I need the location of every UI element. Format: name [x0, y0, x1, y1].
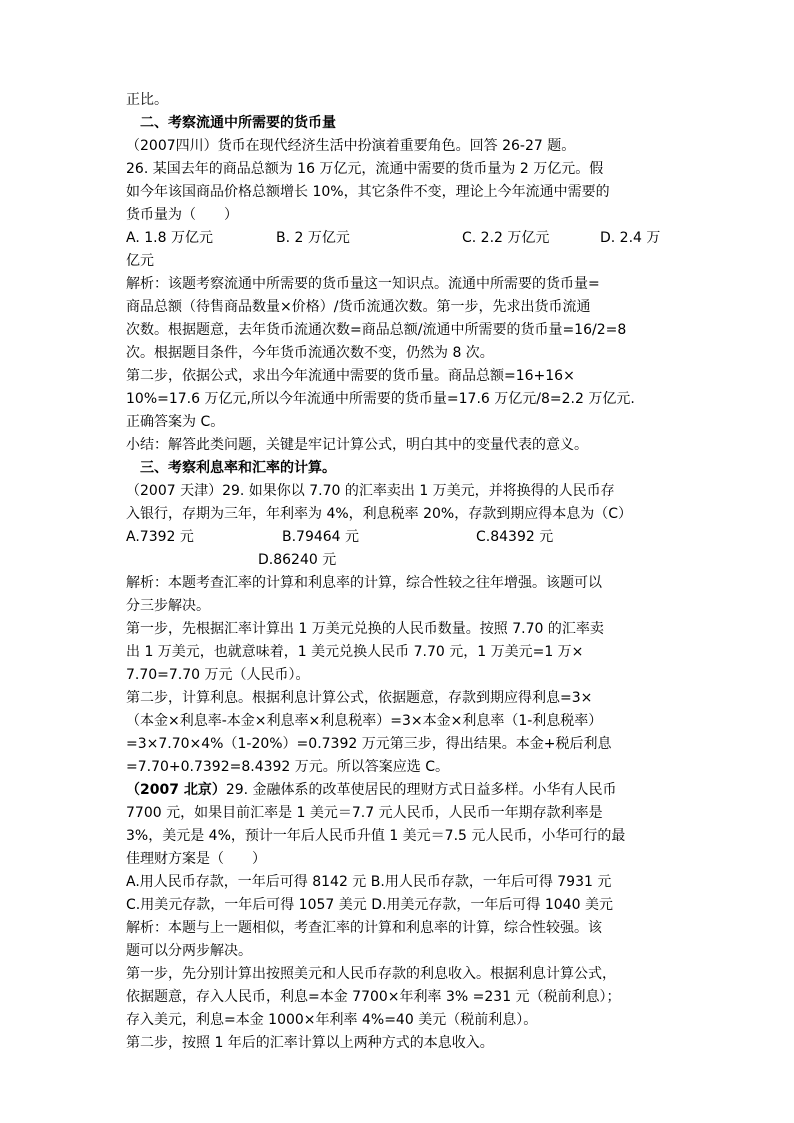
q1-analysis-6: 第二步，计算利息。根据利息计算公式，依据题意，存款到期应得利息=3×	[126, 690, 593, 706]
section2-source-line: （2007四川）货币在现代经济生活中扮演着重要角色。回答 26-27 题。	[126, 138, 576, 154]
q1-analysis-9: =7.70+0.7392=8.4392 万元。所以答案应选 C。	[126, 759, 450, 775]
q26-option-d: D. 2.4 万	[600, 230, 661, 246]
q1-line-1: （2007 天津）29. 如果你以 7.70 的汇率卖出 1 万美元，并将换得的人民币存	[126, 483, 615, 499]
q26-analysis-5: 第二步，依据公式，求出今年流通中需要的货币量。商品总额=16+16×	[126, 368, 575, 384]
q26-line-1: 26. 某国去年的商品总额为 16 万亿元，流通中需要的货币量为 2 万亿元。假	[126, 161, 604, 177]
q1-analysis-3: 第一步，先根据汇率计算出 1 万美元兑换的人民币数量。按照 7.70 的汇率卖	[126, 621, 604, 637]
q2-source: （2007 北京）	[126, 782, 226, 798]
q2-analysis-4: 依据题意，存入人民币，利息=本金 7700×年利率 3% =231 元（税前利息）；	[126, 989, 621, 1005]
q1-option-d-row	[126, 549, 674, 572]
q26-analysis-3: 次数。根据题意，去年货币流通次数=商品总额/流通中所需要的货币量=16/2=8	[126, 322, 627, 338]
q2-option-cd: C.用美元存款，一年后可得 1057 美元 D.用美元存款，一年后可得 1040 美元	[126, 897, 613, 913]
q2-analysis-5: 存入美元，利息=本金 1000×年利率 4%=40 美元（税前利息）。	[126, 1012, 538, 1028]
q26-analysis-4: 次。根据题目条件，今年货币流通次数不变，仍然为 8 次。	[126, 345, 494, 361]
q1-analysis-2: 分三步解决。	[126, 598, 210, 614]
q1-option-b: B.79464 元	[282, 529, 360, 545]
q1-option-c: C.84392 元	[476, 529, 554, 545]
q2-line-2: 7700 元，如果目前汇率是 1 美元＝7.7 元人民币，人民币一年期存款利率是	[126, 805, 603, 821]
q1-analysis-8: =3×7.70×4%（1-20%）=0.7392 万元第三步，得出结果。本金+税后利息	[126, 736, 612, 752]
q26-option-c: C. 2.2 万亿元	[462, 230, 550, 246]
section2-heading: 二、考察流通中所需要的货币量	[140, 115, 336, 131]
q2-line-1	[126, 779, 674, 802]
q1-options	[126, 526, 674, 549]
q26-option-b: B. 2 万亿元	[276, 230, 350, 246]
q1-analysis-5: 7.70=7.70 万元（人民币）。	[126, 667, 310, 683]
q26-analysis-2: 商品总额（待售商品数量×价格）/货币流通次数。第一步，先求出货币流通	[126, 299, 591, 315]
q26-summary: 小结：解答此类问题，关键是牢记计算公式，明白其中的变量代表的意义。	[126, 437, 588, 453]
q26-analysis-7: 正确答案为 C。	[126, 414, 225, 430]
q1-option-a: A.7392 元	[126, 529, 194, 545]
q1-analysis-7: （本金×利息率-本金×利息率×利息税率）=3×本金×利息率（1-利息税率）	[126, 713, 603, 729]
q2-option-ab: A.用人民币存款，一年后可得 8142 元 B.用人民币存款，一年后可得 7931 元	[126, 874, 612, 890]
q26-analysis-6: 10%=17.6 万亿元,所以今年流通中所需要的货币量=17.6 万亿元/8=2.2 万亿元.	[126, 391, 635, 407]
q26-option-a: A. 1.8 万亿元	[126, 230, 213, 246]
q2-analysis-1: 解析：本题与上一题相似，考查汇率的计算和利息率的计算，综合性较强。该	[126, 920, 602, 936]
q1-analysis-1: 解析：本题考查汇率的计算和利息率的计算，综合性较之往年增强。该题可以	[126, 575, 602, 591]
q26-options	[126, 227, 674, 250]
document-page	[126, 89, 674, 1055]
q2-analysis-3: 第一步，先分别计算出按照美元和人民币存款的利息收入。根据利息计算公式，	[126, 966, 616, 982]
q1-analysis-4: 出 1 万美元，也就意味着，1 美元兑换人民币 7.70 元，1 万美元=1 万×	[126, 644, 584, 660]
q2-line-1-rest: 29. 金融体系的改革使居民的理财方式日益多样。小华有人民币	[225, 782, 617, 798]
intro-line: 正比。	[126, 92, 168, 108]
q1-line-2: 入银行，存期为三年，年利率为 4%，利息税率 20%，存款到期应得本息为（C）	[126, 506, 633, 522]
q2-line-3: 3%，美元是 4%，预计一年后人民币升值 1 美元＝7.5 元人民币，小华可行的最	[126, 828, 626, 844]
q1-option-d: D.86240 元	[258, 552, 337, 568]
q26-line-3: 货币量为（ ）	[126, 207, 238, 223]
q2-analysis-2: 题可以分两步解决。	[126, 943, 252, 959]
section3-heading: 三、考察利息率和汇率的计算。	[140, 460, 336, 476]
q26-options-cont: 亿元	[126, 253, 154, 269]
q26-analysis-1: 解析：该题考察流通中所需要的货币量这一知识点。流通中所需要的货币量=	[126, 276, 600, 292]
q2-line-4: 佳理财方案是（ ）	[126, 851, 266, 867]
q2-analysis-6: 第二步，按照 1 年后的汇率计算以上两种方式的本息收入。	[126, 1035, 494, 1051]
q26-line-2: 如今年该国商品价格总额增长 10%，其它条件不变，理论上今年流通中需要的	[126, 184, 610, 200]
